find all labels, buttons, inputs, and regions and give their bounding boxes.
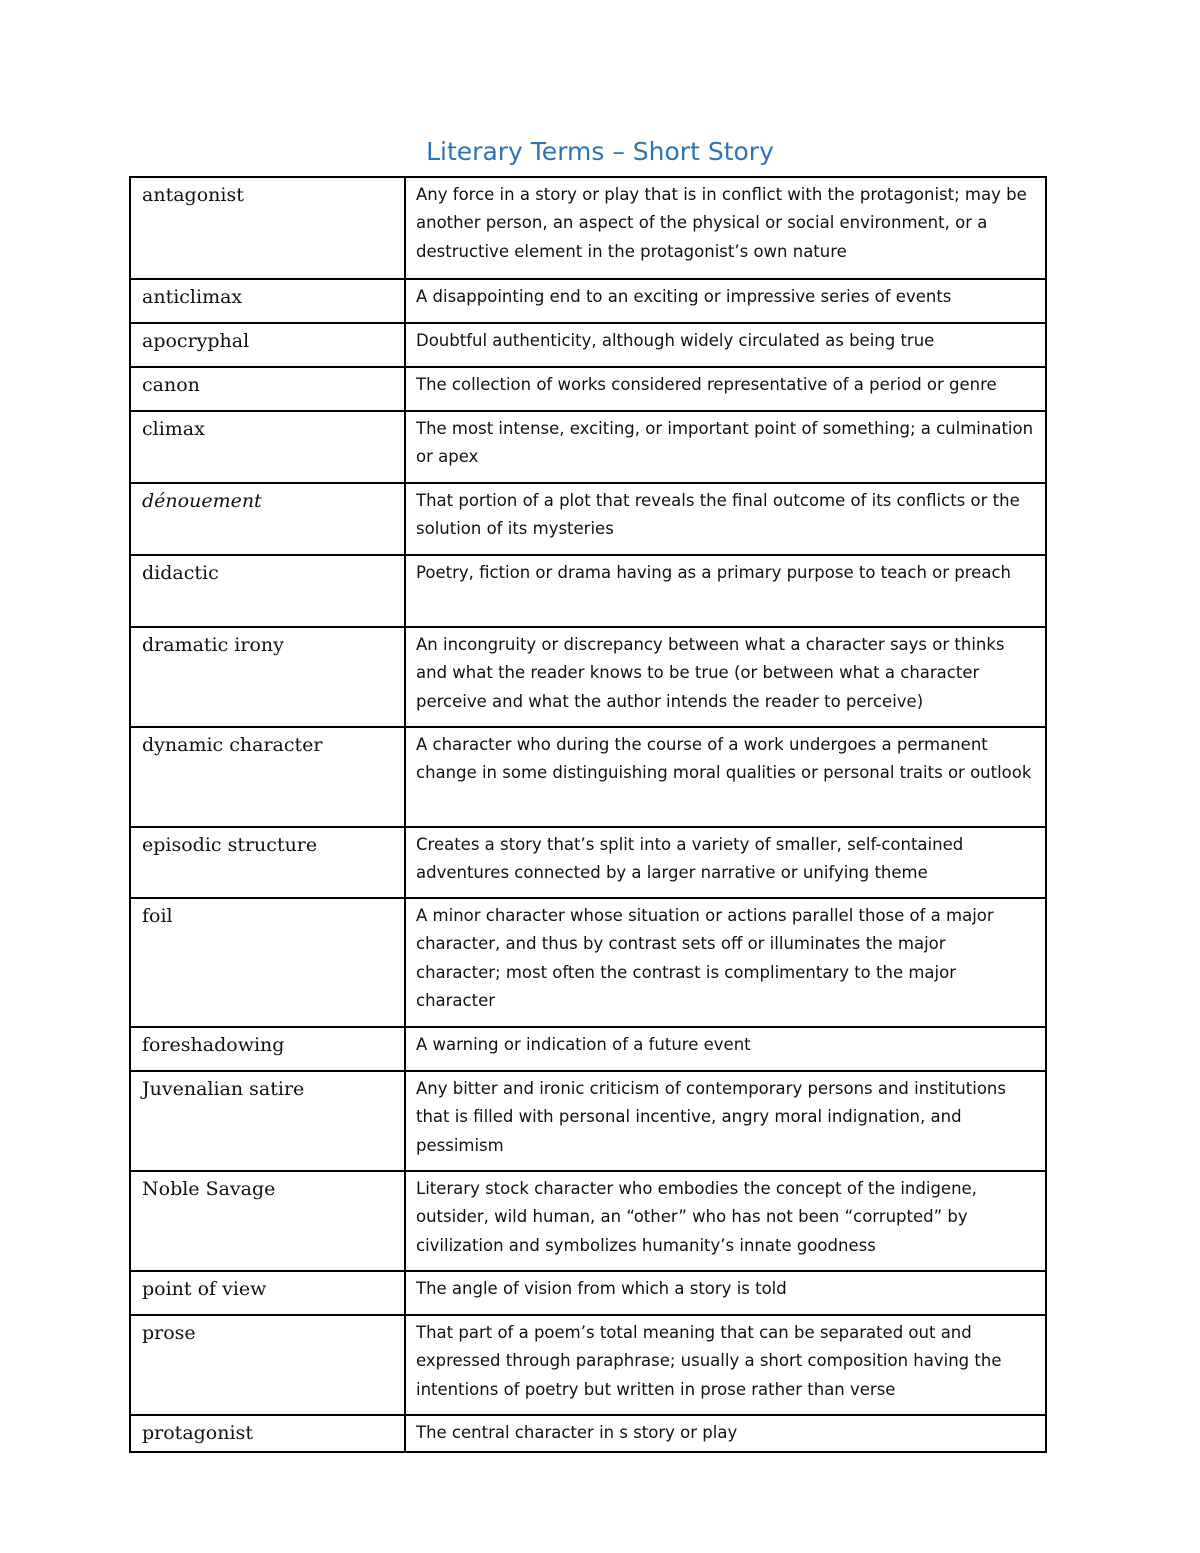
definition-cell: That portion of a plot that reveals the final outcome of its conflicts or the solution of its mysteries: [405, 483, 1046, 555]
table-row: [130, 898, 1046, 1027]
terms-table: [129, 176, 1047, 1453]
table-row: [130, 1271, 1046, 1315]
definition-cell: A minor character whose situation or actions parallel those of a major character, and thus by contrast sets off or illuminates the major character; most often the contrast is complimentary to the major character: [405, 898, 1046, 1027]
term-cell: apocryphal: [130, 323, 405, 367]
term-cell: canon: [130, 367, 405, 411]
term-cell: dramatic irony: [130, 627, 405, 727]
term-cell: antagonist: [130, 177, 405, 279]
term-cell: anticlimax: [130, 279, 405, 323]
table-row: [130, 1171, 1046, 1271]
term-cell: Juvenalian satire: [130, 1071, 405, 1171]
definition-cell: A disappointing end to an exciting or impressive series of events: [405, 279, 1046, 323]
page-title: Literary Terms – Short Story: [426, 137, 774, 166]
term-cell: climax: [130, 411, 405, 483]
term-cell: didactic: [130, 555, 405, 627]
table-row: [130, 827, 1046, 898]
definition-cell: Any bitter and ironic criticism of contemporary persons and institutions that is filled with personal incentive, angry moral indignation, and pessimism: [405, 1071, 1046, 1171]
definition-cell: Literary stock character who embodies the concept of the indigene, outsider, wild human, an “other” who has not been “corrupted” by civilization and symbolizes humanity’s innate goodness: [405, 1171, 1046, 1271]
table-row: [130, 279, 1046, 323]
table-row: [130, 323, 1046, 367]
table-row: [130, 177, 1046, 279]
term-cell: prose: [130, 1315, 405, 1415]
table-row: [130, 367, 1046, 411]
term-cell: Noble Savage: [130, 1171, 405, 1271]
table-row: [130, 483, 1046, 555]
table-row: [130, 727, 1046, 827]
term-cell: foil: [130, 898, 405, 1027]
term-cell: dénouement: [130, 483, 405, 555]
definition-cell: The central character in s story or play: [405, 1415, 1046, 1452]
table-row: [130, 1315, 1046, 1415]
definition-cell: A character who during the course of a work undergoes a permanent change in some distinguishing moral qualities or personal traits or outlook: [405, 727, 1046, 827]
definition-cell: Creates a story that’s split into a variety of smaller, self-contained adventures connected by a larger narrative or unifying theme: [405, 827, 1046, 898]
term-cell: point of view: [130, 1271, 405, 1315]
definition-cell: The angle of vision from which a story is told: [405, 1271, 1046, 1315]
table-row: [130, 555, 1046, 627]
term-cell: foreshadowing: [130, 1027, 405, 1071]
definition-cell: The most intense, exciting, or important point of something; a culmination or apex: [405, 411, 1046, 483]
term-cell: protagonist: [130, 1415, 405, 1452]
definition-cell: A warning or indication of a future event: [405, 1027, 1046, 1071]
definition-cell: The collection of works considered representative of a period or genre: [405, 367, 1046, 411]
table-row: [130, 411, 1046, 483]
table-row: [130, 627, 1046, 727]
table-row: [130, 1071, 1046, 1171]
table-row: [130, 1415, 1046, 1452]
term-cell: episodic structure: [130, 827, 405, 898]
definition-cell: An incongruity or discrepancy between what a character says or thinks and what the reader knows to be true (or between what a character perceive and what the author intends the reader to perceive): [405, 627, 1046, 727]
term-cell: dynamic character: [130, 727, 405, 827]
definition-cell: Any force in a story or play that is in conflict with the protagonist; may be another person, an aspect of the physical or social environment, or a destructive element in the protagonist’s own nature: [405, 177, 1046, 279]
table-row: [130, 1027, 1046, 1071]
definition-cell: Poetry, fiction or drama having as a primary purpose to teach or preach: [405, 555, 1046, 627]
definition-cell: That part of a poem’s total meaning that can be separated out and expressed through paraphrase; usually a short composition having the intentions of poetry but written in prose rather than verse: [405, 1315, 1046, 1415]
definition-cell: Doubtful authenticity, although widely circulated as being true: [405, 323, 1046, 367]
